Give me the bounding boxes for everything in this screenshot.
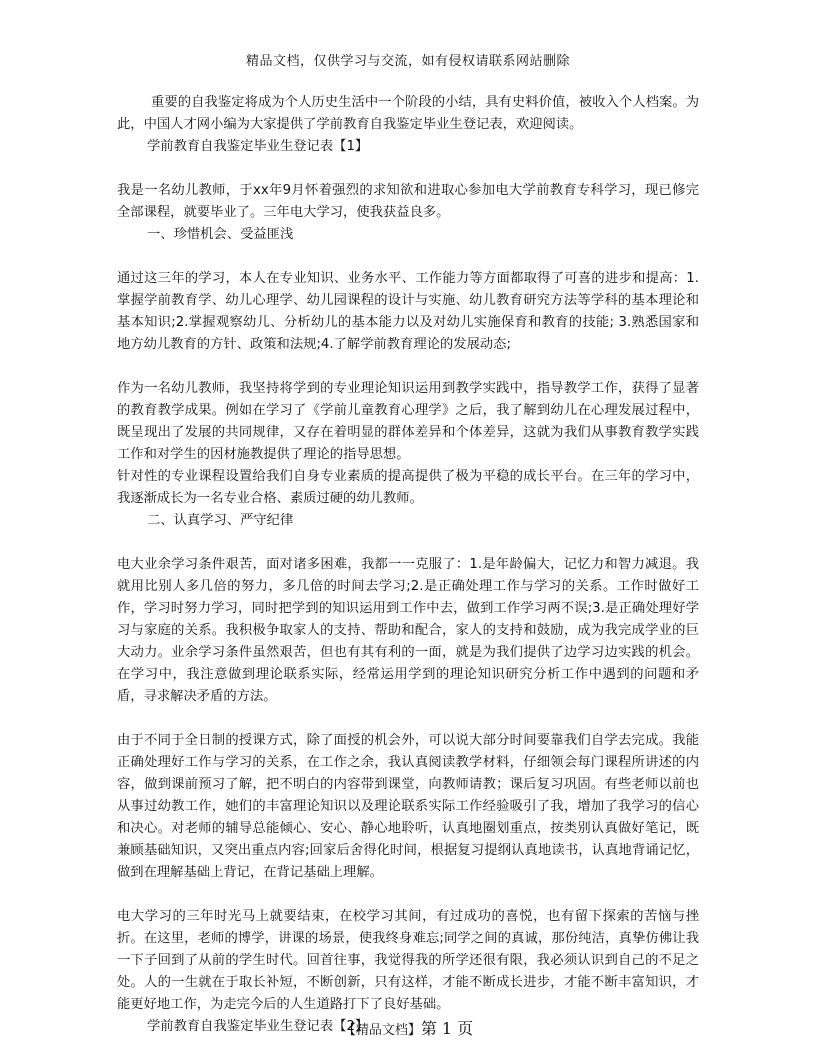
paragraph-7: 电大学习的三年时光马上就要结束，在校学习其间，有过成功的喜悦，也有留下探索的苦恼与挫折。在这里，老师的博学，讲课的场景，使我终身难忘;同学之间的真诚，那份纯洁，真挚仿佛让我一下子回到了从前的学生时代。回首往事，我觉得我的所学还很有限，我必须认识到自己的不足之处。人的一生就在于取长补短，不断创新，只有这样，才能不断成长进步，才能不断丰富知识，才能更好地工作，为走完今后的人生道路打下了良好基础。 bbox=[117, 909, 699, 1012]
page-number: 第 1 页 bbox=[420, 1019, 474, 1038]
paragraph-5: 电大业余学习条件艰苦，面对诸多困难，我都一一克服了：1.是年龄偏大，记忆力和智力减退。我就用比别人多几倍的努力，多几倍的时间去学习;2.是正确处理工作与学习的关系。工作时做好工作，学习时努力学习，同时把学到的知识运用到工作中去，做到工作学习两不误;3.是正确处理好学习与家庭的关系。我积极争取家人的支持、帮助和配合，家人的支持和鼓励，成为我完成学业的巨大动力。业余学习条件虽然艰苦，但也有其有利的一面，就是为我们提供了边学习边实践的机会。在学习中，我注意做到理论联系实际，经常运用学到的理论知识研究分析工作中遇到的问题和矛盾，寻求解决矛盾的方法。 bbox=[117, 557, 699, 704]
footer-label: 【精品文档】 bbox=[342, 1023, 421, 1038]
section-title-1: 学前教育自我鉴定毕业生登记表【1】 bbox=[147, 139, 369, 154]
heading-2: 二、认真学习、严守纪律 bbox=[147, 513, 294, 528]
paragraph-2: 通过这三年的学习，本人在专业知识、业务水平、工作能力等方面都取得了可喜的进步和提高：1.掌握学前教育学、幼儿心理学、幼儿园课程的设计与实施、幼儿教育研究方法等学科的基本理论和基本知识;2.掌握观察幼儿、分析幼儿的基本能力以及对幼儿实施保育和教育的技能; 3.熟悉国家和地方幼儿教育的方针、政策和法规;4.了解学前教育理论的发展动态; bbox=[117, 271, 699, 352]
heading-1: 一、珍惜机会、受益匪浅 bbox=[147, 227, 294, 242]
section-title-2: 学前教育自我鉴定毕业生登记表【2】 bbox=[147, 1019, 369, 1034]
paragraph-4: 针对性的专业课程设置给我们自身专业素质的提高提供了极为平稳的成长平台。在三年的学习中，我逐渐成长为一名专业合格、素质过硬的幼儿教师。 bbox=[117, 469, 699, 506]
document-body bbox=[117, 92, 699, 1038]
page-footer bbox=[0, 1016, 816, 1039]
paragraph-3: 作为一名幼儿教师，我坚持将学到的专业理论知识运用到教学实践中，指导教学工作，获得了显著的教育教学成果。例如在学习了《学前儿童教育心理学》之后，我了解到幼儿在心理发展过程中，既呈现出了发展的共同规律，又存在着明显的群体差异和个体差异，这就为我们从事教育教学实践工作和对学生的因材施教提供了理论的指导思想。 bbox=[117, 381, 699, 462]
page-header: 精品文档，仅供学习与交流，如有侵权请联系网站删除 bbox=[245, 54, 570, 69]
paragraph-6: 由于不同于全日制的授课方式，除了面授的机会外，可以说大部分时间要靠我们自学去完成。我能正确处理好工作与学习的关系，在工作之余，我认真阅读教学材料，仔细领会每门课程所讲述的内容，做到课前预习了解，把不明白的内容带到课堂，向教师请教；课后复习巩固。有些老师以前也从事过幼教工作，她们的丰富理论知识以及理论联系实际工作经验吸引了我，增加了我学习的信心和决心。对老师的辅导总能倾心、安心、静心地聆听，认真地圈划重点，按类别认真做好笔记，既兼顾基础知识，又突出重点内容;回家后舍得化时间，根据复习提纲认真地读书，认真地背诵记忆，做到在理解基础上背记，在背记基础上理解。 bbox=[117, 733, 699, 880]
paragraph-1: 我是一名幼儿教师，于xx年9月怀着强烈的求知欲和进取心参加电大学前教育专科学习，现已修完全部课程，就要毕业了。三年电大学习，使我获益良多。 bbox=[117, 183, 699, 220]
intro-paragraph: 重要的自我鉴定将成为个人历史生活中一个阶段的小结，具有史料价值，被收入个人档案。为此，中国人才网小编为大家提供了学前教育自我鉴定毕业生登记表，欢迎阅读。 bbox=[117, 95, 699, 132]
